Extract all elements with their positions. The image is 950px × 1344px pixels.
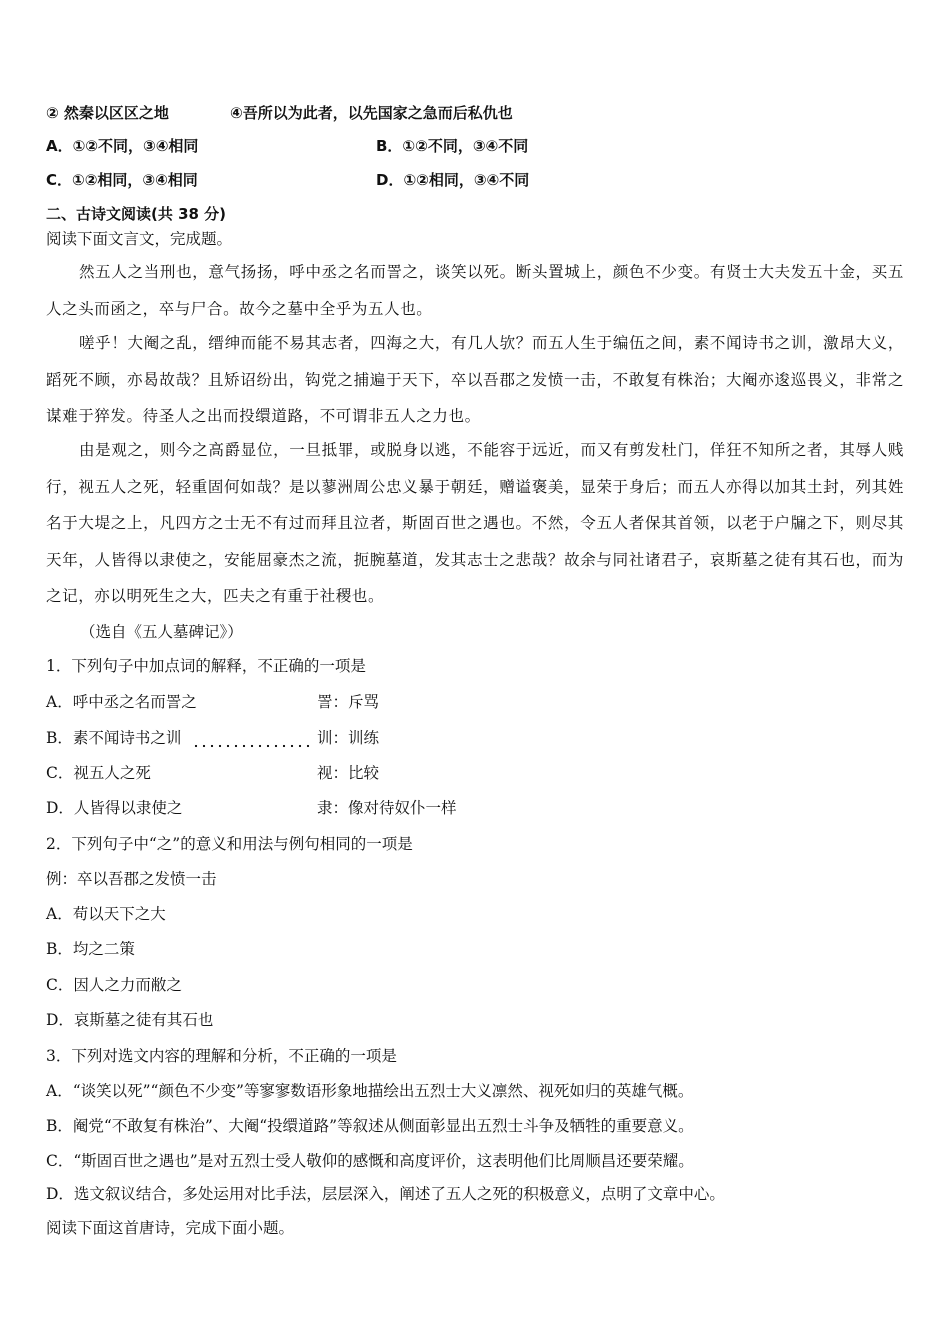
q1-stem: 1．下列句子中加点词的解释，不正确的一项是	[46, 657, 366, 675]
option-line-2	[46, 103, 169, 123]
answer-option-c: C．①②相同，③④相同	[46, 171, 198, 189]
q3-option-b: B．阉党“不敢复有株治”、大阉“投缳道路”等叙述从侧面彰显出五烈士斗争及牺牲的重要意义。	[46, 1117, 694, 1135]
passage-paragraph-3: 由是观之，则今之高爵显位，一旦抵罪，或脱身以逃，不能容于远近，而又有剪发杜门，佯狂不知所之者，其辱人贱行，视五人之死，轻重固何如哉？是以蓼洲周公忠义暴于朝廷，赠谥褒美，显荣于身后；而五人亦得以加其土封，列其姓名于大堤之上，凡四方之士无不有过而拜且泣者，斯固百世之遇也。不然，令五人者保其首领，以老于户牖之下，则尽其天年，人皆得以隶使之，安能屈豪杰之流，扼腕墓道，发其志士之悲哉？故余与同社诸君子，哀斯墓之徒有其石也，而为之记，亦以明死生之大，匹夫之有重于社稷也。	[46, 441, 904, 605]
q1-option-b-gloss: 训：训练	[317, 729, 380, 747]
answer-option-d: D．①②相同，③④不同	[376, 171, 530, 189]
q2-option-d: D．哀斯墓之徒有其石也	[46, 1011, 214, 1029]
option-4-text: ④吾所以为此者，以先国家之急而后私仇也	[230, 104, 513, 122]
next-instruction: 阅读下面这首唐诗，完成下面小题。	[46, 1219, 295, 1237]
q1-option-d-gloss: 隶：像对待奴仆一样	[317, 799, 457, 817]
passage-paragraph-2: 嗟乎！大阉之乱，缙绅而能不易其志者，四海之大，有几人欤？而五人生于编伍之间，素不闻诗书之训，激昂大义，蹈死不顾，亦曷故哉？且矫诏纷出，钩党之捕遍于天下，卒以吾郡之发愤一击，不敢复有株治；大阉亦逡巡畏义，非常之谋难于猝发。待圣人之出而投缳道路，不可谓非五人之力也。	[46, 334, 904, 425]
q2-option-b: B．均之二策	[46, 940, 135, 958]
q1-option-a: A．呼中丞之名而詈之	[46, 693, 197, 711]
q3-option-d: D．选文叙议结合，多处运用对比手法，层层深入，阐述了五人之死的积极意义，点明了文章中心。	[46, 1185, 725, 1203]
section-instruction: 阅读下面文言文，完成题。	[46, 230, 233, 248]
q1-option-d: D．人皆得以隶使之	[46, 799, 183, 817]
q1-option-c: C．视五人之死	[46, 764, 151, 782]
q2-stem: 2．下列句子中“之”的意义和用法与例句相同的一项是	[46, 835, 413, 853]
q3-option-c: C．“斯固百世之遇也”是对五烈士受人敬仰的感慨和高度评价，这表明他们比周顺昌还要荣耀。	[46, 1152, 694, 1170]
emphasis-dots	[192, 744, 312, 748]
section-heading: 二、古诗文阅读(共 38 分)	[46, 205, 227, 223]
answer-option-a: A．①②不同，③④相同	[46, 137, 199, 155]
q2-option-a: A．苟以天下之大	[46, 905, 166, 923]
q2-example: 例：卒以吾郡之发愤一击	[46, 870, 217, 888]
answer-option-b: B．①②不同，③④不同	[376, 137, 529, 155]
q1-option-c-gloss: 视：比较	[317, 764, 380, 782]
q1-option-a-gloss: 詈：斥骂	[317, 693, 380, 711]
q3-stem: 3．下列对选文内容的理解和分析，不正确的一项是	[46, 1047, 397, 1065]
q2-option-c: C．因人之力而敝之	[46, 976, 182, 994]
passage-source: （选自《五人墓碑记》）	[80, 623, 243, 641]
passage-paragraph-1: 然五人之当刑也，意气扬扬，呼中丞之名而詈之，谈笑以死。断头置城上，颜色不少变。有贤士大夫发五十金，买五人之头而函之，卒与尸合。故今之墓中全乎为五人也。	[46, 263, 904, 318]
option-2-text: ② 然秦以区区之地	[46, 104, 169, 122]
q1-option-b: B．素不闻诗书之训	[46, 729, 182, 747]
q3-option-a: A．“谈笑以死”“颜色不少变”等寥寥数语形象地描绘出五烈士大义凛然、视死如归的英雄气概。	[46, 1082, 694, 1100]
option-line-4	[230, 103, 513, 123]
